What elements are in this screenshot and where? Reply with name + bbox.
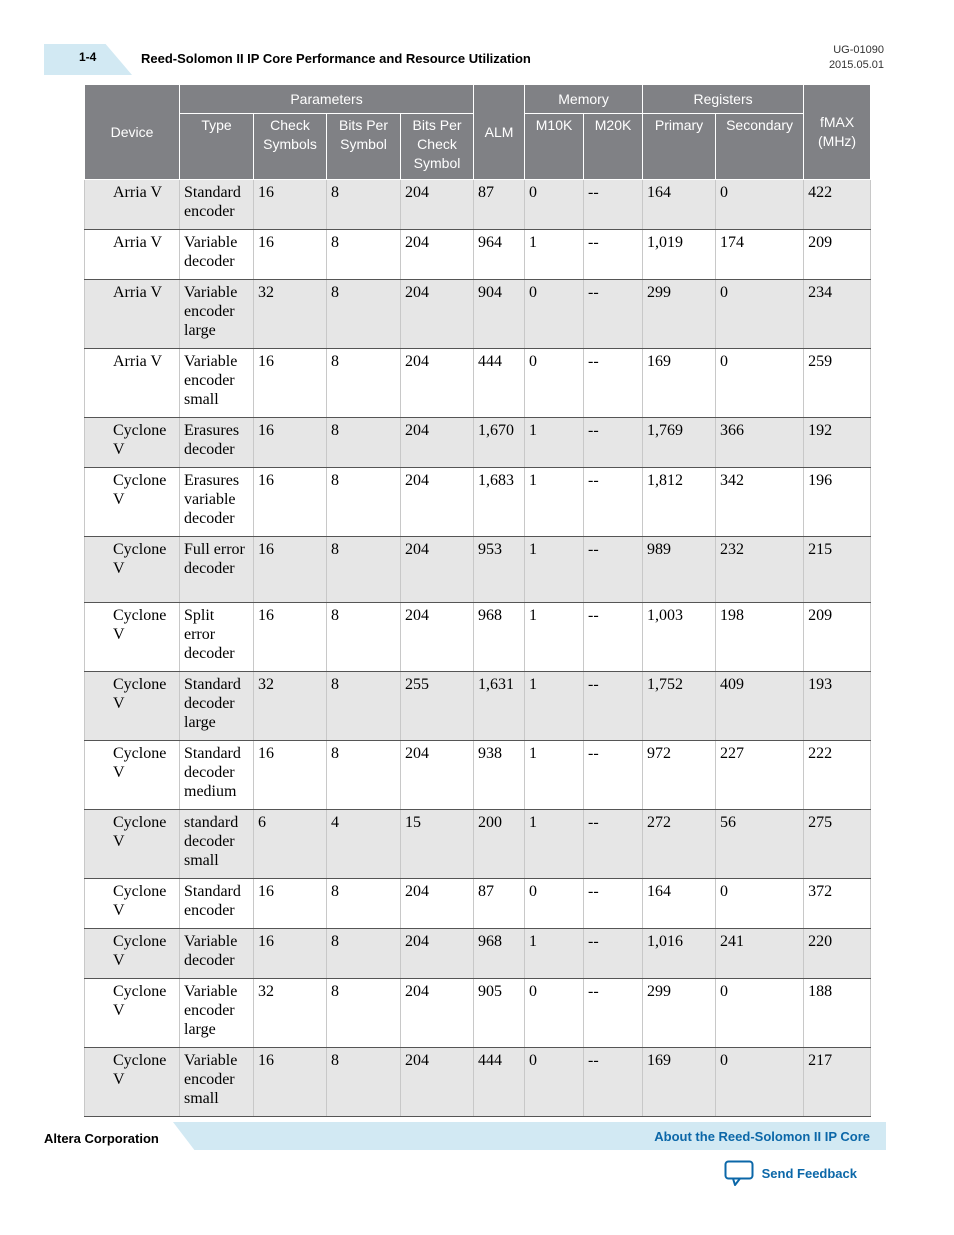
table-cell: 1,683 [474,468,525,537]
table-cell: 444 [474,1048,525,1117]
table-cell: 16 [254,418,327,468]
table-cell: 0 [525,979,584,1048]
table-cell: Standard decoder medium [180,741,254,810]
table-cell: 16 [254,603,327,672]
table-cell: 220 [804,929,871,979]
table-cell: 8 [327,979,401,1048]
table-cell: 972 [643,741,716,810]
table-cell: 198 [716,603,804,672]
col-header-device: Device [85,85,180,180]
col-group-parameters: Parameters [180,85,474,114]
table-cell: 1,670 [474,418,525,468]
table-cell: 204 [401,1048,474,1117]
table-cell: 204 [401,603,474,672]
table-cell: 1 [525,537,584,603]
section-link[interactable]: About the Reed-Solomon II IP Core [654,1129,870,1144]
table-cell: 174 [716,230,804,280]
table-cell: 6 [254,810,327,879]
table-cell: standard decoder small [180,810,254,879]
table-body [85,180,871,1117]
table-cell: -- [584,879,643,929]
table-cell: Arria V [85,349,180,418]
table-cell: 8 [327,929,401,979]
table-cell: 16 [254,929,327,979]
table-cell: 0 [716,280,804,349]
table-cell: 953 [474,537,525,603]
col-group-registers: Registers [643,85,804,114]
table-cell: 299 [643,979,716,1048]
table-cell: -- [584,230,643,280]
table-cell: 1 [525,672,584,741]
table-cell: Standard encoder [180,879,254,929]
table-cell: 204 [401,741,474,810]
table-cell: Cyclone V [85,418,180,468]
table-cell: -- [584,672,643,741]
table-cell: Cyclone V [85,537,180,603]
table-cell: 8 [327,468,401,537]
table-cell: 204 [401,418,474,468]
table-cell: 904 [474,280,525,349]
table-cell: 8 [327,349,401,418]
table-cell: 192 [804,418,871,468]
table-cell: 342 [716,468,804,537]
table-cell: 964 [474,230,525,280]
col-group-memory: Memory [525,85,643,114]
table-cell: -- [584,280,643,349]
table-cell: 196 [804,468,871,537]
table-cell: 0 [525,349,584,418]
table-cell: 204 [401,468,474,537]
table-cell: 15 [401,810,474,879]
table-cell: 16 [254,1048,327,1117]
table-cell: 968 [474,929,525,979]
doc-meta [829,43,884,73]
table-row [85,230,871,280]
table-cell: 0 [525,280,584,349]
table-cell: Cyclone V [85,672,180,741]
table-cell: 989 [643,537,716,603]
table-cell: 227 [716,741,804,810]
table-cell: -- [584,180,643,230]
table-cell: 1,631 [474,672,525,741]
table-cell: 1,003 [643,603,716,672]
table-row [85,418,871,468]
table-cell: 1 [525,603,584,672]
table-cell: Cyclone V [85,1048,180,1117]
table-row [85,1048,871,1117]
col-header-primary: Primary [643,114,716,180]
table-cell: 8 [327,741,401,810]
table-cell: 200 [474,810,525,879]
doc-date: 2015.05.01 [828,59,884,71]
table-cell: 204 [401,537,474,603]
table-cell: 1,016 [643,929,716,979]
table-cell: 204 [401,929,474,979]
table-cell: Full error decoder [180,537,254,603]
table-cell: 87 [474,879,525,929]
table-cell: 0 [525,1048,584,1117]
table-cell: 968 [474,603,525,672]
table-cell: 164 [643,180,716,230]
table-cell: Variable decoder [180,230,254,280]
table-cell: 1 [525,929,584,979]
table-cell: 169 [643,1048,716,1117]
table-cell: Arria V [85,280,180,349]
table-cell: 1 [525,230,584,280]
table-cell: 164 [643,879,716,929]
table-row [85,349,871,418]
table-cell: 16 [254,230,327,280]
table-cell: -- [584,1048,643,1117]
table-cell: -- [584,741,643,810]
table-cell: 32 [254,280,327,349]
table-cell: Cyclone V [85,979,180,1048]
table-row [85,879,871,929]
table-cell: 204 [401,349,474,418]
table-cell: 8 [327,879,401,929]
table-cell: Erasures decoder [180,418,254,468]
table-cell: 1 [525,468,584,537]
table-cell: -- [584,929,643,979]
table-cell: 16 [254,468,327,537]
table-cell: 16 [254,741,327,810]
table-cell: Cyclone V [85,468,180,537]
table-cell: 1,752 [643,672,716,741]
table-cell: -- [584,979,643,1048]
table-cell: Arria V [85,230,180,280]
table-cell: 299 [643,280,716,349]
speech-bubble-icon [724,1160,754,1186]
table-cell: 204 [401,230,474,280]
table-row [85,603,871,672]
table-cell: 16 [254,537,327,603]
table-cell: Cyclone V [85,929,180,979]
col-header-secondary: Secondary [716,114,804,180]
table-row [85,979,871,1048]
table-cell: 8 [327,418,401,468]
page-number: 1-4 [79,50,97,64]
table-cell: -- [584,468,643,537]
table-cell: 0 [716,879,804,929]
table-cell: 0 [716,1048,804,1117]
table-cell: 905 [474,979,525,1048]
table-cell: Cyclone V [85,810,180,879]
table-cell: 8 [327,230,401,280]
table-cell: 215 [804,537,871,603]
table-cell: 16 [254,349,327,418]
col-header-m20k: M20K [584,114,643,180]
table-cell: 272 [643,810,716,879]
table-cell: Variable encoder small [180,349,254,418]
table-cell: 409 [716,672,804,741]
table-cell: 1,812 [643,468,716,537]
table-cell: Variable encoder large [180,979,254,1048]
table-cell: Standard decoder large [180,672,254,741]
table-row [85,672,871,741]
col-header-bits-per-symbol: Bits Per Symbol [327,114,401,180]
table-cell: -- [584,537,643,603]
table-cell: 8 [327,537,401,603]
table-cell: 16 [254,180,327,230]
table-cell: 204 [401,180,474,230]
table-cell: 255 [401,672,474,741]
table-cell: 87 [474,180,525,230]
table-cell: 8 [327,603,401,672]
table-cell: 372 [804,879,871,929]
col-header-bits-per-check-symbol: Bits Per Check Symbol [401,114,474,180]
table-cell: Cyclone V [85,879,180,929]
table-cell: 444 [474,349,525,418]
table-cell: 1,769 [643,418,716,468]
table-cell: 232 [716,537,804,603]
table-cell: 8 [327,180,401,230]
table-cell: 56 [716,810,804,879]
table-row [85,537,871,603]
table-cell: Cyclone V [85,603,180,672]
table-cell: 209 [804,603,871,672]
col-header-type: Type [180,114,254,180]
table-cell: 0 [716,979,804,1048]
table-cell: Arria V [85,180,180,230]
table-cell: Cyclone V [85,741,180,810]
col-header-m10k: M10K [525,114,584,180]
table-cell: 0 [525,180,584,230]
table-cell: Standard encoder [180,180,254,230]
table-row [85,468,871,537]
table-cell: 8 [327,280,401,349]
table-cell: 1 [525,418,584,468]
table-row [85,180,871,230]
table-cell: Variable encoder small [180,1048,254,1117]
table-cell: -- [584,349,643,418]
table-cell: 193 [804,672,871,741]
table-row [85,810,871,879]
table-cell: 422 [804,180,871,230]
table-cell: 204 [401,979,474,1048]
table-cell: 0 [525,879,584,929]
table-cell: 1 [525,810,584,879]
table-cell: -- [584,418,643,468]
table-cell: 8 [327,672,401,741]
table-cell: 275 [804,810,871,879]
table-cell: 234 [804,280,871,349]
table-row [85,741,871,810]
doc-id: UG-01090 [833,44,884,56]
table-cell: -- [584,810,643,879]
table-cell: 169 [643,349,716,418]
table-cell: 1 [525,741,584,810]
table-cell: 0 [716,349,804,418]
table-cell: 4 [327,810,401,879]
table-cell: Variable encoder large [180,280,254,349]
col-header-fmax: fMAX (MHz) [804,85,871,180]
table-cell: Erasures variable decoder [180,468,254,537]
table-cell: 32 [254,672,327,741]
table-cell: 32 [254,979,327,1048]
table-cell: 188 [804,979,871,1048]
table-cell: Split error decoder [180,603,254,672]
table-cell: 16 [254,879,327,929]
table-cell: 938 [474,741,525,810]
send-feedback-link[interactable] [724,1160,857,1186]
send-feedback-label: Send Feedback [761,1165,857,1181]
table-cell: Variable decoder [180,929,254,979]
table-cell: 241 [716,929,804,979]
table-cell: 222 [804,741,871,810]
table-row [85,929,871,979]
table-cell: -- [584,603,643,672]
performance-table [84,84,871,1117]
company-name: Altera Corporation [44,1131,159,1146]
table-row [85,280,871,349]
table-cell: 0 [716,180,804,230]
table-cell: 366 [716,418,804,468]
page-title: Reed-Solomon II IP Core Performance and Resource Utilization [141,51,531,66]
col-header-alm: ALM [474,85,525,180]
table-cell: 1,019 [643,230,716,280]
table-cell: 209 [804,230,871,280]
table-cell: 259 [804,349,871,418]
col-header-check-symbols: Check Symbols [254,114,327,180]
table-cell: 8 [327,1048,401,1117]
table-cell: 204 [401,879,474,929]
table-cell: 217 [804,1048,871,1117]
table-cell: 204 [401,280,474,349]
